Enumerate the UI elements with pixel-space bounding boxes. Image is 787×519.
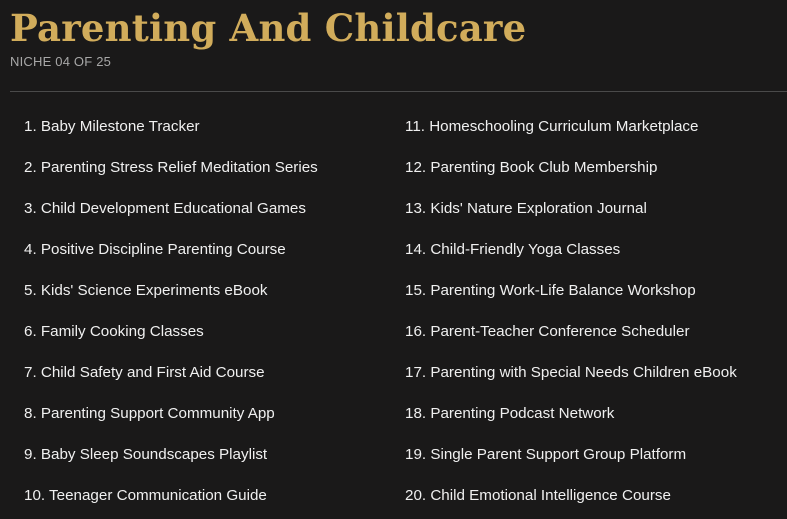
list-item: 17. Parenting with Special Needs Children eBook bbox=[405, 364, 737, 381]
list-item: 5. Kids' Science Experiments eBook bbox=[24, 282, 268, 299]
list-item: 18. Parenting Podcast Network bbox=[405, 405, 615, 422]
ideas-list-right bbox=[405, 106, 737, 516]
niche-counter: NICHE 04 OF 25 bbox=[10, 54, 112, 69]
list-item: 8. Parenting Support Community App bbox=[24, 405, 275, 422]
list-item: 12. Parenting Book Club Membership bbox=[405, 159, 658, 176]
list-item: 19. Single Parent Support Group Platform bbox=[405, 446, 687, 463]
list-item: 10. Teenager Communication Guide bbox=[24, 487, 267, 504]
list-item: 9. Baby Sleep Soundscapes Playlist bbox=[24, 446, 268, 463]
list-item: 13. Kids' Nature Exploration Journal bbox=[405, 200, 647, 217]
list-item: 15. Parenting Work-Life Balance Workshop bbox=[405, 282, 696, 299]
list-item: 6. Family Cooking Classes bbox=[24, 323, 204, 340]
ideas-list-left bbox=[24, 106, 318, 516]
list-item: 20. Child Emotional Intelligence Course bbox=[405, 487, 671, 504]
list-item: 11. Homeschooling Curriculum Marketplace bbox=[405, 118, 699, 135]
header-divider bbox=[10, 91, 787, 92]
list-item: 16. Parent-Teacher Conference Scheduler bbox=[405, 323, 690, 340]
list-item: 2. Parenting Stress Relief Meditation Series bbox=[24, 159, 318, 176]
list-item: 7. Child Safety and First Aid Course bbox=[24, 364, 265, 381]
list-item: 1. Baby Milestone Tracker bbox=[24, 118, 200, 135]
page-title: Parenting And Childcare bbox=[10, 6, 527, 50]
list-item: 4. Positive Discipline Parenting Course bbox=[24, 241, 286, 258]
list-item: 14. Child-Friendly Yoga Classes bbox=[405, 241, 621, 258]
list-item: 3. Child Development Educational Games bbox=[24, 200, 306, 217]
